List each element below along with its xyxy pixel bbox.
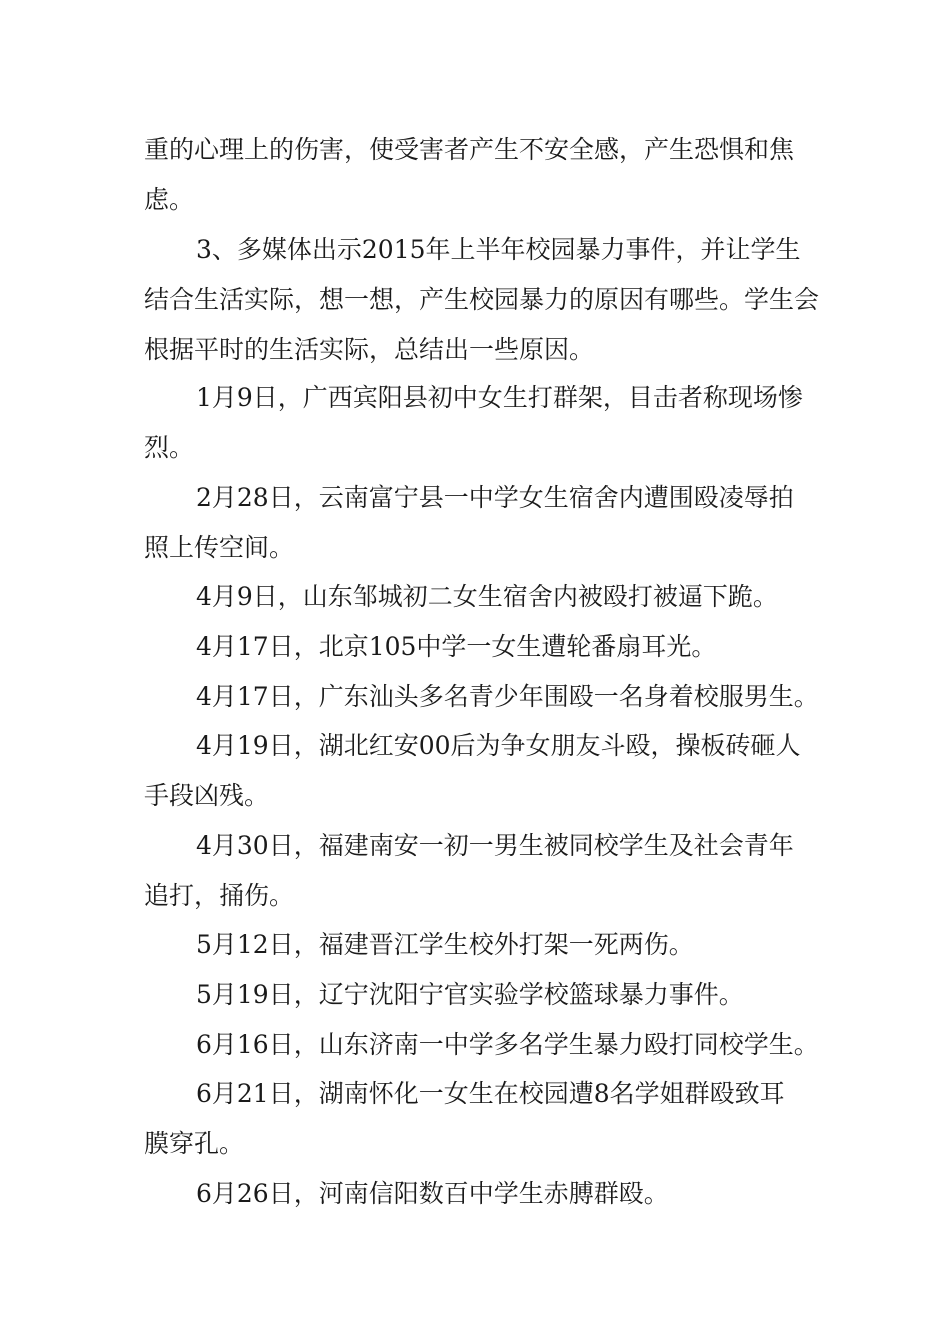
text-line: 2月28日，云南富宁县一中学女生宿舍内遭围殴凌辱拍 (196, 483, 794, 512)
text-line: 6月21日，湖南怀化一女生在校园遭8名学姐群殴致耳 (196, 1079, 785, 1108)
text-line: 6月16日，山东济南一中学多名学生暴力殴打同校学生。 (196, 1030, 819, 1059)
text-line: 根据平时的生活实际，总结出一些原因。 (144, 335, 595, 364)
text-line: 手段凶残。 (144, 781, 270, 810)
text-line: 烈。 (144, 433, 195, 462)
text-line: 结合生活实际，想一想，产生校园暴力的原因有哪些。学生会 (144, 285, 820, 314)
text-line: 5月12日，福建晋江学生校外打架一死两伤。 (196, 930, 694, 959)
text-line: 重的心理上的伤害，使受害者产生不安全感，产生恐惧和焦 (144, 135, 795, 164)
text-line: 追打，捅伤。 (144, 881, 295, 910)
text-line: 4月30日，福建南安一初一男生被同校学生及社会青年 (196, 831, 794, 860)
text-line: 4月17日，广东汕头多名青少年围殴一名身着校服男生。 (196, 682, 819, 711)
text-line: 6月26日，河南信阳数百中学生赤膊群殴。 (196, 1179, 669, 1208)
text-line: 3、多媒体出示2015年上半年校园暴力事件，并让学生 (196, 235, 801, 264)
text-line: 虑。 (144, 185, 195, 214)
text-line: 4月9日，山东邹城初二女生宿舍内被殴打被逼下跪。 (196, 582, 778, 611)
text-line: 照上传空间。 (144, 533, 295, 562)
text-line: 1月9日，广西宾阳县初中女生打群架，目击者称现场惨 (196, 383, 803, 412)
text-line: 4月17日，北京105中学一女生遭轮番扇耳光。 (196, 632, 717, 661)
text-line: 4月19日，湖北红安00后为争女朋友斗殴，操板砖砸人 (196, 731, 801, 760)
text-line: 膜穿孔。 (144, 1129, 245, 1158)
text-line: 5月19日，辽宁沈阳宁官实验学校篮球暴力事件。 (196, 980, 744, 1009)
